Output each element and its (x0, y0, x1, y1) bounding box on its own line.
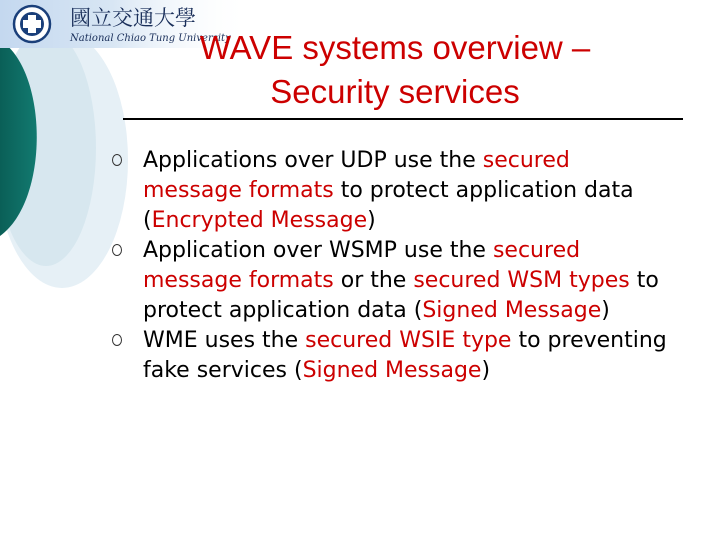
bullet-text: ) (367, 208, 376, 233)
bullet-text: Application over WSMP use the (143, 238, 493, 263)
hollow-circle-bullet-icon (112, 334, 122, 346)
slide-title-line-2: Security services (270, 73, 520, 110)
highlighted-term: Encrypted Message (151, 208, 368, 233)
highlighted-term: secured WSIE type (305, 328, 512, 353)
bullet-text: or the (333, 268, 414, 293)
hollow-circle-bullet-icon (112, 154, 122, 166)
bullet-item (112, 146, 672, 236)
logo-english-name: National Chiao Tung University (70, 33, 231, 44)
bullet-text: to preventing fake services ( (143, 328, 667, 383)
highlighted-term: secured message formats (143, 238, 581, 293)
highlighted-term: Signed Message (422, 298, 602, 323)
university-emblem-icon (14, 6, 50, 42)
hollow-circle-bullet-icon (112, 244, 122, 256)
slide-title (150, 26, 640, 114)
slide-title-line-1: WAVE systems overview – (199, 29, 591, 66)
bullet-text: Applications over UDP use the (143, 148, 483, 173)
bullet-text: ) (481, 358, 491, 383)
bullet-item (112, 326, 672, 386)
highlighted-term: Signed Message (302, 358, 482, 383)
bullet-text: ) (601, 298, 610, 323)
logo-chinese-name: 國立交通大學 (70, 6, 196, 30)
highlighted-term: secured message formats (143, 148, 570, 203)
bullet-list (112, 146, 672, 386)
bullet-text: WME uses the (143, 328, 306, 353)
bullet-text: to protect application data ( (143, 178, 634, 233)
title-divider-line (123, 118, 683, 120)
bullet-item (112, 236, 672, 326)
highlighted-term: secured WSM types (413, 268, 630, 293)
bullet-text: to protect application data ( (143, 268, 659, 323)
